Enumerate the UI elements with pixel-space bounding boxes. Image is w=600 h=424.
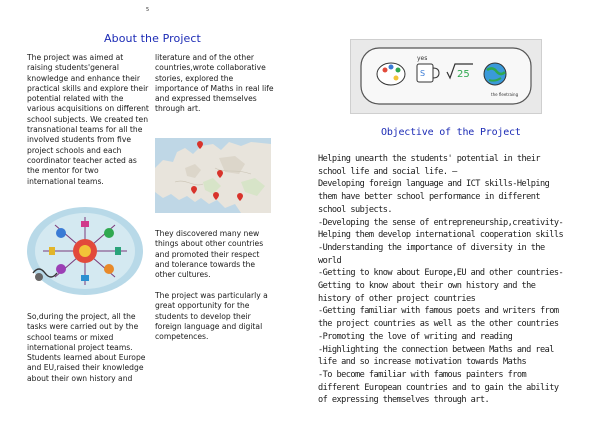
objective-item: -Promoting the love of writing and reading	[318, 331, 513, 342]
objective-item: Developing foreign language and ICT skills-Helping them have better school performance in different school subjects.	[318, 179, 550, 215]
about-paragraph-2: literature and of the other countries,wrote collaborative stories, explored the importance of Maths in real life and expressed themselves through art.	[155, 53, 274, 114]
logo-text: yes	[417, 55, 428, 62]
europe-map-image	[155, 138, 271, 213]
objective-item: -To become familiar with famous painters from different European countries and to gain the ability of expressing themselves through art.	[318, 369, 559, 406]
logo-tagline: the fleetraing	[491, 92, 519, 97]
objective-title: Objective of the Project	[381, 127, 521, 138]
svg-text:25: 25	[457, 69, 470, 80]
objective-item: -Getting familiar with famous poets and writers from the project countries as well as the other countries	[318, 306, 559, 330]
objective-item: -Developing the sense of entrepreneurship,creativity-Helping them develop international cooperation skills	[318, 217, 564, 241]
page-number: 5	[146, 7, 150, 13]
about-paragraph-1: The project was aimed at raising students'general knowledge and enhance their practical skills and explore their potential related with the various acquisitions on different school subjects. We created ten transnational teams for all the involved students from five project schools and each coordinator teacher acted as the mentor for two international teams.	[27, 53, 149, 186]
objective-list	[318, 153, 570, 407]
svg-text:S: S	[420, 69, 426, 78]
about-paragraph-3: They discovered many new things about other countries and promoted their respect and tolerance towards the other cultures.	[155, 229, 264, 280]
objective-item: Helping unearth the students' potential in their school life and social life. –	[318, 154, 540, 177]
about-title: About the Project	[104, 32, 201, 45]
europe-map-graphic	[155, 138, 271, 213]
project-logo-graphic	[351, 40, 541, 113]
objective-item: -Highlighting the connection between Maths and real life and so increase motivation towards Maths	[318, 344, 554, 368]
objective-item: -Understanding the importance of diversity in the world	[318, 242, 545, 266]
project-logo-image	[350, 39, 542, 114]
mandala-art-image	[27, 207, 144, 295]
objective-item: -Getting to know about Europe,EU and other countries-Getting to know about their own history and the history of other project countries	[318, 268, 564, 304]
about-paragraph-5: So,during the project, all the tasks were carried out by the school teams or mixed international project teams. Students learned about Europe and EU,raised their knowledge about their own history and	[27, 312, 146, 383]
about-paragraph-4: The project was particularly a great opportunity for the students to develop their foreign language and digital competences.	[155, 291, 268, 342]
mandala-art-graphic	[27, 207, 144, 295]
